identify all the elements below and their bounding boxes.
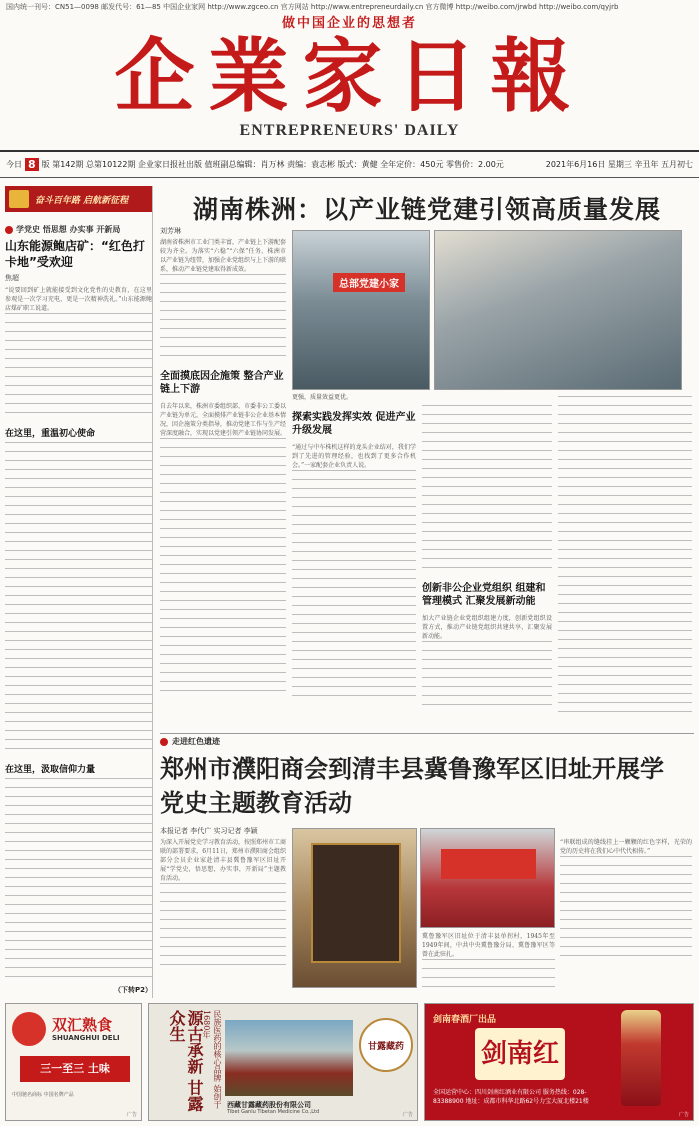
ad1-note: 中国驰名商标 中国名牌产品 <box>12 1092 74 1098</box>
main-column-2 <box>292 405 416 728</box>
ad-ganlu[interactable] <box>148 1003 418 1121</box>
news-photo-factory <box>434 230 682 390</box>
sidebar-byline: 焦超 <box>5 274 19 282</box>
main-column-1 <box>160 238 286 728</box>
ad2-logo: 甘露藏药 <box>359 1018 413 1072</box>
section-2-column-2 <box>422 932 555 998</box>
party-emblem-icon <box>5 226 13 234</box>
news-photo-group <box>420 828 555 928</box>
section-2-paragraph-1: 为深入开展党史学习教育活动，按照郑州市工商联的部署要求，6月11日，郑州市濮阳商会组织部分会员企业家赴清丰县冀鲁豫军区旧址开展“学党史，悟思想，办实事，开新局”主题教育活动。 <box>160 839 286 882</box>
masthead: 企業家日報 <box>114 29 585 123</box>
ad2-company-en: Tibet Ganlu Tibetan Medicine Co.,Ltd <box>227 1109 320 1115</box>
ad3-label: 广告 <box>678 1112 689 1118</box>
today-label: 今日 <box>6 160 22 169</box>
main-byline: 刘芳琳 <box>160 227 181 235</box>
shuanghui-logo-icon <box>12 1012 46 1046</box>
main-paragraph-2: 自去年以来，株洲市委组织部、市委非公工委以产业链为单元，全面摸排产业链非公企业基本情况，因企施策分类指导，推动党建工作与生产经营深度融合，实现以党建引领产业链协同发展。 <box>160 403 286 437</box>
ad-jiannanhong[interactable] <box>424 1003 694 1121</box>
section-2-column-1 <box>160 838 286 998</box>
ad1-brand: 双汇熟食 <box>52 1016 113 1034</box>
photo-sign: 总部党建小家 <box>333 273 405 292</box>
ad3-brand: 剑南红 <box>475 1028 565 1080</box>
issue-details: 版 第142期 总第10122期 企业家日报社出版 值班副总编辑：肖万林 责编：袁志彬 版式：黄健 全年定价：450元 零售价：2.00元 <box>41 160 504 169</box>
ad2-slogan-sub: 民族医药的核心品牌 始创于1680年 <box>202 1010 222 1109</box>
party-emblem-icon <box>160 738 168 746</box>
ad2-company: 西藏甘露藏药股份有限公司 <box>227 1101 311 1109</box>
main-column-3 <box>422 405 552 728</box>
ad1-stamp: 三一至三 土味 <box>20 1056 130 1082</box>
main-column-4 <box>558 396 692 728</box>
section-2-paragraph-2: 冀鲁豫军区旧址位于清丰县单拐村，1945年至1949年间，中共中央冀鲁豫分局、冀鲁豫军区等曾在此驻扎。 <box>422 933 555 958</box>
main-paragraph-3: “通过与中车株机这样的龙头企业结对，我们学到了先进的管理经验，也找到了更多合作机会。”一家配套企业负责人说。 <box>292 444 416 469</box>
ad2-label: 广告 <box>402 1112 413 1118</box>
sidebar-banner <box>5 186 152 212</box>
section-2-byline: 本报记者 李代广 实习记者 李颖 <box>160 827 258 835</box>
main-subhead-1: 全面摸底因企施策 整合产业链上下游 <box>160 371 284 395</box>
section-2-paragraph-3: “串联组成的缝线挂上一颗颗的红色字样，光荣的党的历史将在我们心中代代相传。” <box>560 839 692 855</box>
tagline: 做中国企业的思想者 <box>281 16 417 31</box>
issue-date: 2021年6月16日 星期三 辛丑年 五月初七 <box>545 160 693 169</box>
ad2-building-image <box>225 1020 353 1096</box>
main-headline[interactable]: 湖南株洲：以产业链党建引领高质量发展 <box>192 195 661 224</box>
section-2-tag: 走进红色遗迹 <box>172 737 220 746</box>
continued-link[interactable]: （下转P2） <box>113 986 152 994</box>
issue-info-bar <box>0 150 699 178</box>
section-tag <box>5 224 152 235</box>
news-photo-workshop <box>292 230 430 390</box>
party-flag-icon <box>9 190 29 208</box>
section-2-bar <box>160 733 694 749</box>
section-2-column-3 <box>560 838 692 998</box>
ad2-slogan: 源古承新 甘露众生 <box>167 1010 204 1112</box>
sidebar-subhead-1: 在这里，重温初心使命 <box>5 429 96 439</box>
main-paragraph-4: 加大产业链企业党组织组建力度，创新党组织设置方式，推动产业链党组织共建共享，汇聚发展新动能。 <box>422 615 552 640</box>
ad-shuanghui[interactable] <box>5 1003 142 1121</box>
masthead-english: ENTREPRENEURS' DAILY <box>239 122 460 139</box>
main-subhead-2: 探索实践发挥实效 促进产业升级发展 <box>292 412 416 436</box>
left-sidebar <box>5 186 153 998</box>
ad1-label: 广告 <box>126 1112 137 1118</box>
banner-text: 奋斗百年路 启航新征程 <box>35 195 129 206</box>
bottle-icon <box>621 1010 661 1106</box>
section-tag-label: 学党史 悟思想 办实事 开新局 <box>16 225 121 234</box>
top-info-line: 国内统一刊号：CN51—0098 邮发代号：61—85 中国企业家网 http://www.zgceo.cn 官方网站 http://www.entrepreneurdaily.cn 官方微博 http://weibo.com/jrwbd http://weibo.com/qyjrb <box>6 3 619 11</box>
main-subhead-3: 创新非公企业党组织 组建和管理模式 汇聚发展新动能 <box>422 583 546 607</box>
ad3-title: 剑南春酒厂出品 <box>433 1015 497 1025</box>
sidebar-paragraph: “说要回到矿上就能接受到文化党性的史教育，在这里参观是一次学习充电，更是一次精神洗礼。”山东能源鲍店煤矿职工说道。 <box>5 287 152 312</box>
page-count: 8 <box>25 158 39 171</box>
section-2-headline[interactable]: 郑州市濮阳商会到清丰县冀鲁豫军区旧址开展学党史主题教育活动 <box>160 755 664 817</box>
ad3-contact: 全国运营中心：四川剑南红酒业有限公司 服务热线：028-83388900 地址：成都市科华北路62号力宝大厦北楼21楼 <box>433 1089 589 1105</box>
sidebar-subhead-2: 在这里，汲取信仰力量 <box>5 765 96 775</box>
news-photo-memorial <box>292 828 417 988</box>
main-lead: 湖南省株洲市工业门类丰富，产业链上下游配套较为齐全。为落实“六稳”“六保”任务，株洲市以产业链为纽带，加强企业党组织与上下游的联系，推动产业链党建取得新成效。 <box>160 239 286 273</box>
sidebar-article-title[interactable]: 山东能源鲍店矿：“红色打卡地”受欢迎 <box>5 239 145 269</box>
ad1-brand-en: SHUANGHUI DELI <box>52 1034 120 1042</box>
photo-caption: 更强，质量效益更优。 <box>292 394 353 401</box>
